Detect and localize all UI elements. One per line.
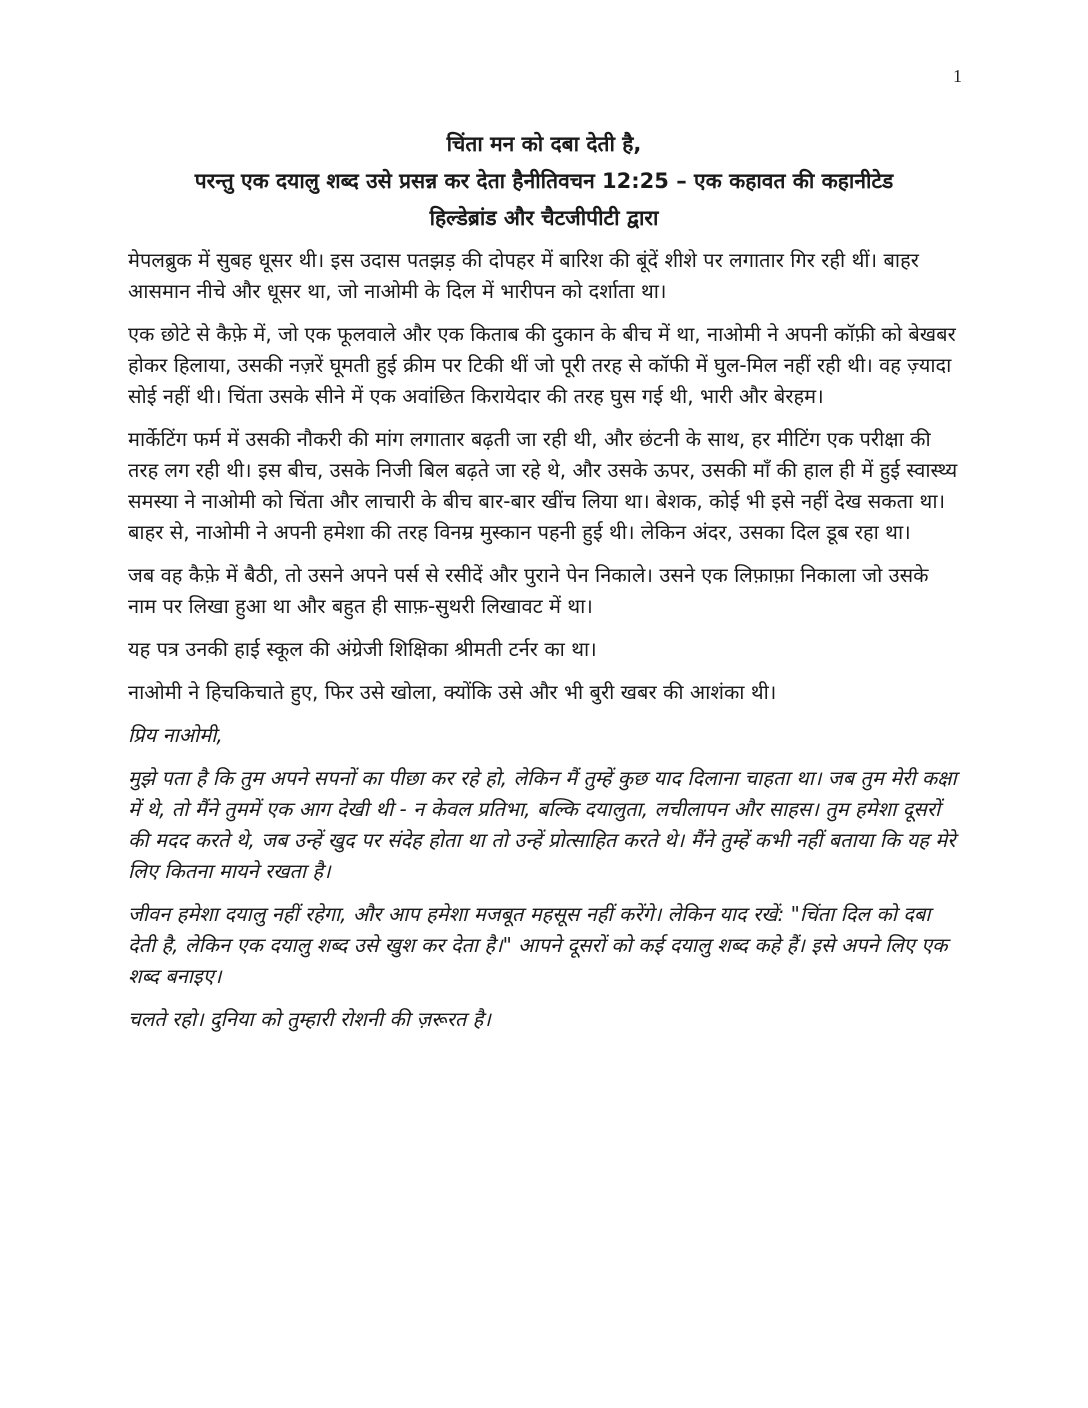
title-line-3: हिल्डेब्रांड और चैटजीपीटी द्वारा — [429, 206, 659, 230]
story-title — [124, 126, 964, 237]
letter-paragraph-1: मुझे पता है कि तुम अपने सपनों का पीछा कर रहे हो, लेकिन मैं तुम्हें कुछ याद दिलाना चाहता था। जब तुम मेरी कक्षा में थे, तो मैंने तुममें एक आग देखी थी - न केवल प्रतिभा, बल्कि दयालुता, लचीलापन और साहस। तुम हमेशा दूसरों की मदद करते थे, जब उन्हें खुद पर संदेह होता था तो उन्हें प्रोत्साहित करते थे। मैंने तुम्हें कभी नहीं बताया कि यह मेरे लिए कितना मायने रखता है। — [128, 766, 957, 883]
letter-closing: चलते रहो। दुनिया को तुम्हारी रोशनी की ज़रूरत है। — [128, 1007, 491, 1031]
letter — [128, 720, 960, 1035]
paragraph-job: मार्केटिंग फर्म में उसकी नौकरी की मांग लगातार बढ़ती जा रही थी, और छंटनी के साथ, हर मीटिंग एक परीक्षा की तरह लग रही थी। इस बीच, उसके निजी बिल बढ़ते जा रहे थे, और उसके ऊपर, उसकी माँ की हाल ही में हुई स्वास्थ्य समस्या ने नाओमी को चिंता और लाचारी के बीच बार-बार खींच लिया था। बेशक, कोई भी इसे नहीं देख सकता था। बाहर से, नाओमी ने अपनी हमेशा की तरह विनम्र मुस्कान पहनी हुई थी। लेकिन अंदर, उसका दिल डूब रहा था। — [128, 427, 958, 544]
letter-paragraph-2: जीवन हमेशा दयालु नहीं रहेगा, और आप हमेशा मजबूत महसूस नहीं करेंगे। लेकिन याद रखें: "चिंता दिल को दबा देती है, लेकिन एक दयालु शब्द उसे खुश कर देता है।" आपने दूसरों को कई दयालु शब्द कहे हैं। इसे अपने लिए एक शब्द बनाइए। — [128, 902, 948, 988]
paragraph-envelope: जब वह कैफ़े में बैठी, तो उसने अपने पर्स से रसीदें और पुराने पेन निकाले। उसने एक लिफ़ाफ़ा निकाला जो उसके नाम पर लिखा हुआ था और बहुत ही साफ़-सुथरी लिखावट में था। — [128, 563, 929, 618]
title-line-2: परन्तु एक दयालु शब्द उसे प्रसन्न कर देता हैनीतिवचन 12:25 – एक कहावत की कहानीटेड — [194, 169, 894, 193]
paragraph-morning: मेपलब्रुक में सुबह धूसर थी। इस उदास पतझड़ की दोपहर में बारिश की बूंदें शीशे पर लगातार गिर रही थीं। बाहर आसमान नीचे और धूसर था, जो नाओमी के दिल में भारीपन को दर्शाता था। — [128, 248, 919, 303]
letter-salutation: प्रिय नाओमी, — [128, 723, 223, 747]
title-line-1: चिंता मन को दबा देती है, — [446, 132, 642, 156]
page-number: 1 — [953, 66, 962, 86]
paragraph-letter-source: यह पत्र उनकी हाई स्कूल की अंग्रेजी शिक्षिका श्रीमती टर्नर का था। — [128, 637, 597, 661]
paragraph-cafe: एक छोटे से कैफ़े में, जो एक फूलवाले और एक किताब की दुकान के बीच में था, नाओमी ने अपनी कॉफ़ी को बेखबर होकर हिलाया, उसकी नज़रें घूमती हुई क्रीम पर टिकी थीं जो पूरी तरह से कॉफी में घुल-मिल नहीं रही थी। वह ज़्यादा सोई नहीं थी। चिंता उसके सीने में एक अवांछित किरायेदार की तरह घुस गई थी, भारी और बेरहम। — [128, 322, 956, 408]
story-body — [128, 245, 960, 1047]
paragraph-opening-letter: नाओमी ने हिचकिचाते हुए, फिर उसे खोला, क्योंकि उसे और भी बुरी खबर की आशंका थी। — [128, 680, 777, 704]
